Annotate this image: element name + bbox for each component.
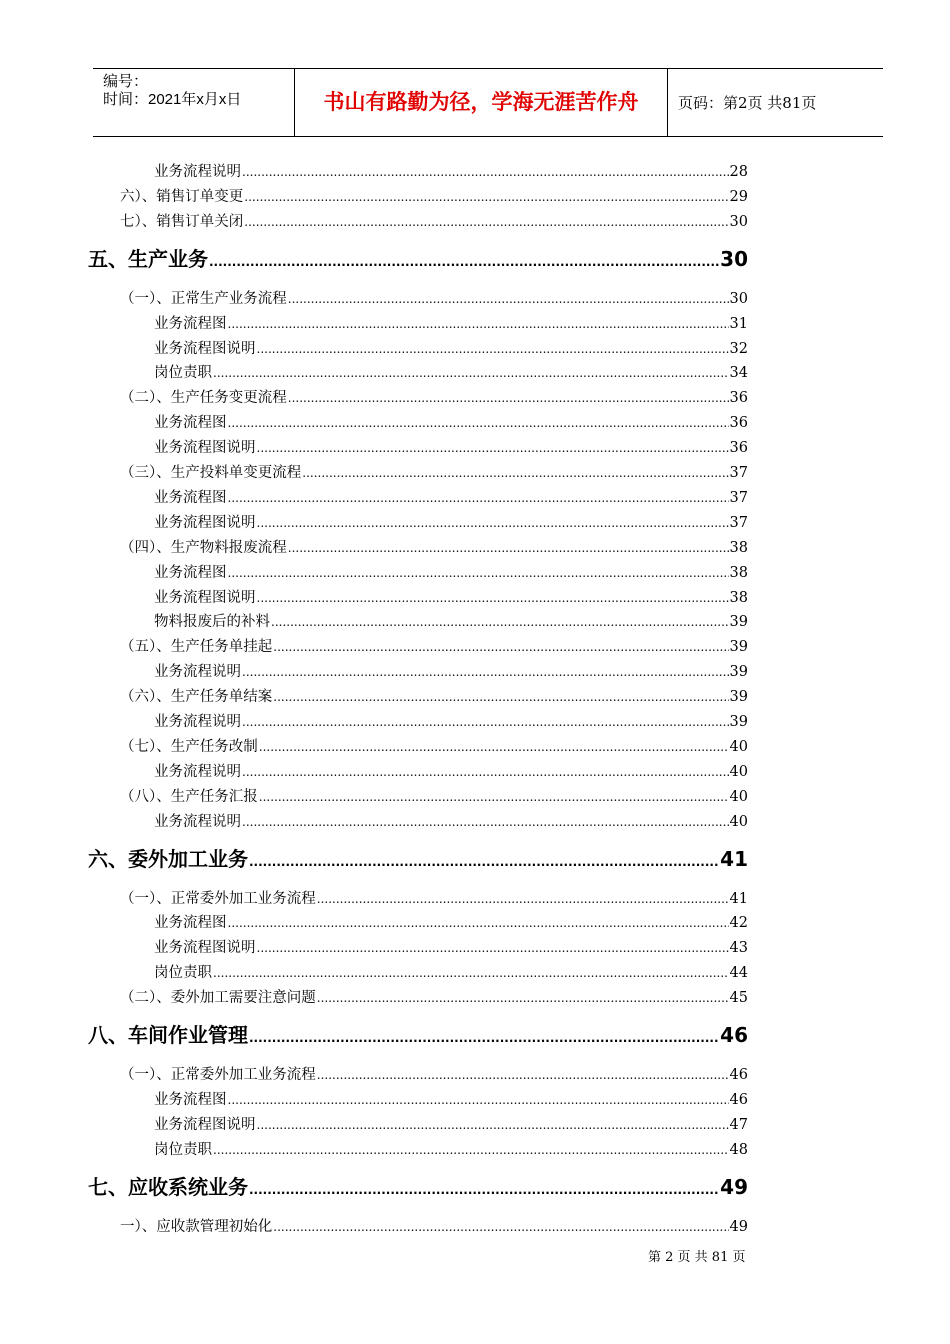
toc-entry-title: 业务流程图说明: [154, 940, 256, 957]
toc-entry-page: 38: [729, 539, 748, 556]
toc-dot-leader: [288, 292, 729, 306]
toc-entry-title: （三）、生产投料单变更流程: [120, 465, 302, 481]
toc-subsection-entry[interactable]: [154, 586, 748, 608]
toc-dot-leader: [257, 591, 729, 605]
toc-entry-page: 42: [729, 915, 748, 932]
toc-dot-leader: [257, 941, 729, 955]
toc-entry-title: （八）、生产任务汇报: [120, 788, 258, 805]
toc-subsection-entry[interactable]: [154, 610, 748, 632]
toc-entry-page: 49: [729, 1218, 748, 1235]
toc-subsection-entry[interactable]: [154, 160, 748, 182]
toc-entry-page: 47: [729, 1116, 748, 1133]
toc-section-entry[interactable]: [120, 210, 748, 232]
toc-entry-title: 一）、应收款管理初始化: [120, 1218, 273, 1235]
toc-entry-page: 30: [729, 290, 748, 307]
toc-dot-leader: [228, 317, 729, 331]
toc-entry-title: （七）、生产任务改制: [120, 738, 258, 755]
toc-dot-leader: [259, 790, 729, 804]
toc-dot-leader: [244, 215, 728, 229]
toc-section-entry[interactable]: [120, 735, 748, 757]
toc-dot-leader: [302, 466, 728, 480]
toc-dot-leader: [273, 690, 728, 704]
toc-dot-leader: [213, 1143, 729, 1157]
header-number-label: 编号：: [103, 73, 149, 90]
toc-dot-leader: [213, 966, 729, 980]
toc-entry-page: 28: [729, 164, 748, 180]
toc-dot-leader: [257, 441, 729, 455]
toc-subsection-entry[interactable]: [154, 1088, 748, 1110]
toc-entry-title: 七、应收系统业务: [88, 1174, 248, 1199]
toc-dot-leader: [242, 815, 729, 829]
toc-dot-leader: [242, 715, 729, 729]
toc-dot-leader: [249, 1031, 719, 1045]
toc-subsection-entry[interactable]: [154, 660, 748, 682]
toc-entry-page: 40: [729, 763, 748, 780]
toc-subsection-entry[interactable]: [154, 760, 748, 782]
toc-section-entry[interactable]: [120, 185, 748, 207]
toc-entry-page: 32: [729, 340, 748, 357]
toc-entry-page: 39: [729, 714, 748, 730]
toc-subsection-entry[interactable]: [154, 710, 748, 732]
toc-entry-page: 36: [729, 390, 748, 407]
toc-entry-page: 40: [729, 788, 748, 805]
toc-entry-page: 37: [729, 465, 748, 481]
toc-entry-page: 39: [729, 614, 748, 631]
toc-subsection-entry[interactable]: [154, 911, 748, 933]
toc-subsection-entry[interactable]: [154, 486, 748, 508]
toc-entry-page: 38: [729, 589, 748, 606]
toc-entry-page: 40: [729, 813, 748, 830]
toc-dot-leader: [228, 416, 729, 430]
toc-entry-title: 六）、销售订单变更: [120, 188, 244, 205]
toc-entry-page: 39: [729, 689, 748, 706]
toc-subsection-entry[interactable]: [154, 361, 748, 383]
toc-entry-page: 41: [729, 890, 748, 907]
toc-section-entry[interactable]: [120, 536, 748, 558]
toc-entry-title: 岗位责职: [154, 1141, 212, 1158]
toc-entry-title: 业务流程说明: [154, 813, 241, 830]
toc-entry-title: 业务流程图: [154, 915, 227, 932]
toc-entry-title: 业务流程图: [154, 1091, 227, 1108]
toc-chapter-entry[interactable]: [88, 243, 748, 273]
toc-entry-title: （二）、委外加工需要注意问题: [120, 990, 316, 1007]
footer-page-number: 第 2 页 共 81 页: [648, 1250, 746, 1265]
toc-entry-page: 31: [729, 315, 748, 332]
toc-entry-title: 业务流程图: [154, 415, 227, 432]
toc-entry-title: 业务流程说明: [154, 164, 241, 180]
toc-dot-leader: [271, 615, 729, 629]
toc-section-entry[interactable]: [120, 887, 748, 909]
toc-entry-page: 36: [729, 415, 748, 432]
toc-subsection-entry[interactable]: [154, 411, 748, 433]
toc-entry-page: 46: [729, 1091, 748, 1108]
toc-chapter-entry[interactable]: [88, 1171, 748, 1201]
toc-subsection-entry[interactable]: [154, 337, 748, 359]
toc-dot-leader: [273, 640, 728, 654]
toc-entry-title: （二）、生产任务变更流程: [120, 390, 287, 407]
toc-dot-leader: [209, 255, 719, 269]
toc-entry-title: 业务流程图说明: [154, 340, 256, 357]
toc-entry-title: （五）、生产任务单挂起: [120, 639, 273, 656]
toc-dot-leader: [288, 391, 729, 405]
toc-entry-title: （四）、生产物料报废流程: [120, 539, 287, 556]
toc-dot-leader: [259, 740, 729, 754]
toc-entry-title: （一）、正常生产业务流程: [120, 290, 287, 307]
toc-dot-leader: [257, 516, 729, 530]
toc-subsection-entry[interactable]: [154, 436, 748, 458]
toc-entry-page: 30: [729, 213, 748, 230]
toc-dot-leader: [317, 892, 729, 906]
toc-entry-page: 41: [720, 846, 748, 871]
toc-section-entry[interactable]: [120, 386, 748, 408]
toc-entry-title: 岗位责职: [154, 365, 212, 382]
toc-dot-leader: [244, 190, 728, 204]
toc-entry-title: 业务流程图: [154, 564, 227, 581]
toc-dot-leader: [228, 491, 729, 505]
toc-entry-page: 46: [720, 1023, 748, 1047]
toc-entry-page: 38: [729, 564, 748, 581]
toc-entry-page: 37: [729, 514, 748, 531]
toc-chapter-entry[interactable]: [88, 1019, 748, 1049]
toc-entry-title: （一）、正常委外加工业务流程: [120, 890, 316, 907]
toc-entry-title: 业务流程图说明: [154, 1116, 256, 1133]
toc-dot-leader: [273, 1220, 728, 1234]
toc-entry-title: 五、生产业务: [88, 246, 208, 271]
toc-entry-page: 48: [729, 1141, 748, 1158]
toc-dot-leader: [288, 541, 729, 555]
toc-subsection-entry[interactable]: [154, 1113, 748, 1135]
toc-entry-page: 39: [729, 639, 748, 656]
toc-dot-leader: [317, 1068, 729, 1082]
toc-subsection-entry[interactable]: [154, 511, 748, 533]
toc-chapter-entry[interactable]: [88, 843, 748, 873]
toc-entry-title: （一）、正常委外加工业务流程: [120, 1067, 316, 1083]
toc-entry-page: 37: [729, 489, 748, 506]
toc-dot-leader: [249, 855, 719, 869]
toc-subsection-entry[interactable]: [154, 961, 748, 983]
toc-section-entry[interactable]: [120, 461, 748, 483]
toc-dot-leader: [228, 566, 729, 580]
toc-dot-leader: [228, 916, 729, 930]
toc-entry-page: 30: [720, 246, 748, 271]
toc-dot-leader: [257, 342, 729, 356]
toc-entry-title: 业务流程说明: [154, 714, 241, 730]
header-page-info: 页码：第2页 共81页: [678, 94, 817, 112]
toc-entry-title: 业务流程说明: [154, 664, 241, 681]
toc-entry-page: 49: [720, 1174, 748, 1199]
toc-subsection-entry[interactable]: [154, 561, 748, 583]
toc-dot-leader: [213, 366, 729, 380]
toc-entry-page: 45: [729, 990, 748, 1007]
toc-entry-page: 44: [729, 965, 748, 982]
toc-entry-page: 40: [729, 738, 748, 755]
toc-subsection-entry[interactable]: [154, 1138, 748, 1160]
toc-dot-leader: [317, 991, 729, 1005]
toc-entry-title: （六）、生产任务单结案: [120, 689, 273, 706]
toc-entry-title: 业务流程图说明: [154, 514, 256, 531]
header-time-label: 时间：2021年x月x日: [103, 91, 242, 108]
toc-entry-title: 业务流程图说明: [154, 589, 256, 606]
toc-subsection-entry[interactable]: [154, 810, 748, 832]
toc-entry-title: 八、车间作业管理: [88, 1023, 248, 1047]
toc-dot-leader: [242, 765, 729, 779]
toc-entry-page: 43: [729, 940, 748, 957]
toc-section-entry[interactable]: [120, 986, 748, 1008]
toc-section-entry[interactable]: [120, 1063, 748, 1085]
toc-dot-leader: [257, 1118, 729, 1132]
toc-entry-title: 物料报废后的补料: [154, 614, 270, 631]
toc-entry-title: 七）、销售订单关闭: [120, 213, 244, 230]
toc-entry-title: 业务流程图: [154, 489, 227, 506]
toc-section-entry[interactable]: [120, 1215, 748, 1237]
toc-section-entry[interactable]: [120, 785, 748, 807]
toc-entry-title: 业务流程图说明: [154, 440, 256, 457]
toc-subsection-entry[interactable]: [154, 936, 748, 958]
toc-entry-page: 36: [729, 440, 748, 457]
toc-entry-title: 业务流程说明: [154, 763, 241, 780]
toc-entry-title: 六、委外加工业务: [88, 846, 248, 871]
toc-section-entry[interactable]: [120, 685, 748, 707]
toc-dot-leader: [242, 165, 729, 179]
toc-dot-leader: [228, 1093, 729, 1107]
toc-section-entry[interactable]: [120, 287, 748, 309]
header-motto: 书山有路勤为径，学海无涯苦作舟: [323, 90, 639, 114]
toc-entry-title: 业务流程图: [154, 315, 227, 332]
toc-dot-leader: [249, 1183, 719, 1197]
toc-entry-page: 29: [729, 188, 748, 205]
toc-subsection-entry[interactable]: [154, 312, 748, 334]
toc-dot-leader: [242, 665, 729, 679]
toc-entry-page: 46: [729, 1067, 748, 1083]
toc-section-entry[interactable]: [120, 635, 748, 657]
toc-entry-page: 39: [729, 664, 748, 681]
toc-entry-page: 34: [729, 365, 748, 382]
toc-entry-title: 岗位责职: [154, 965, 212, 982]
